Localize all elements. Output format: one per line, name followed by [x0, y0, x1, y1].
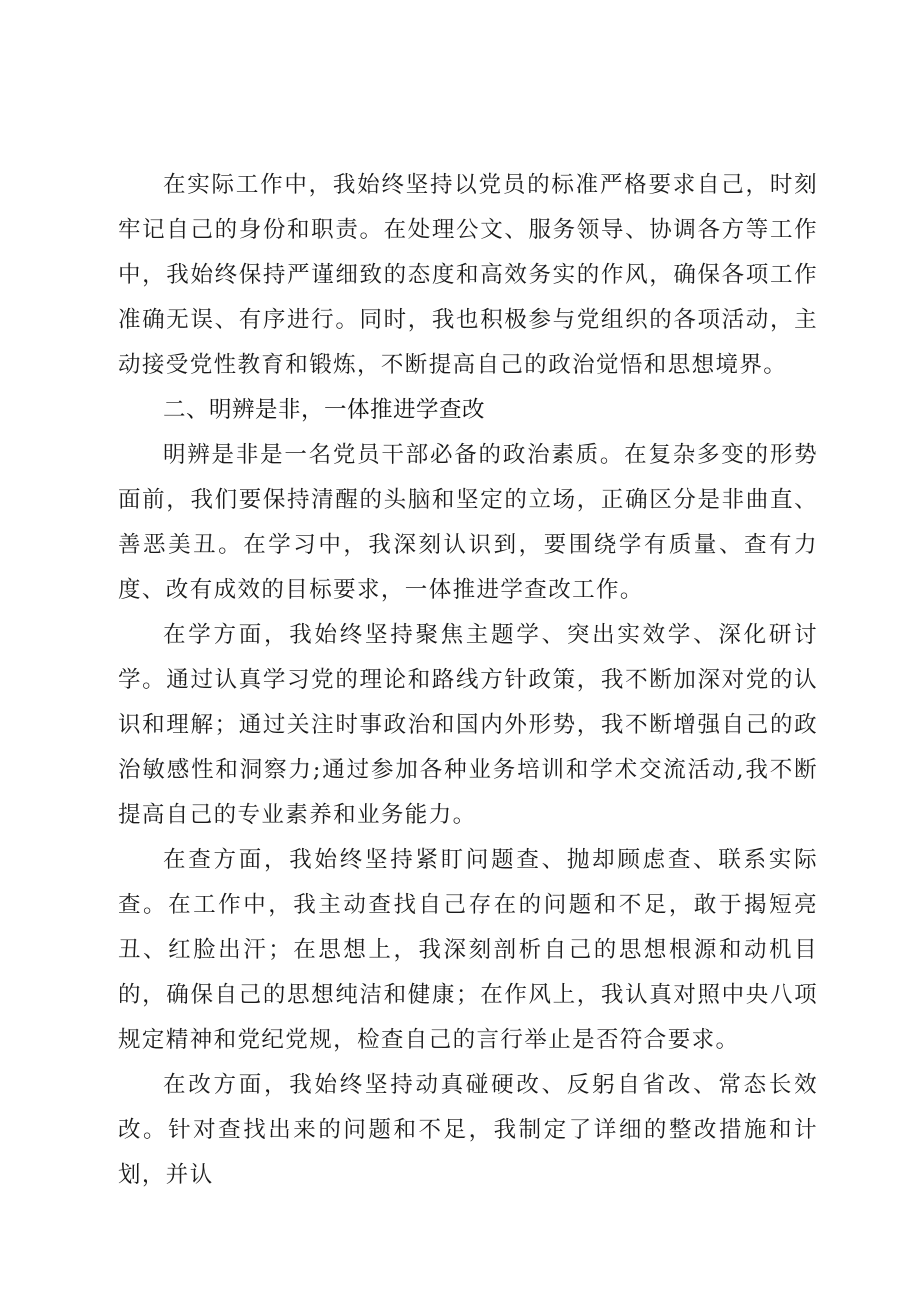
paragraph-discern-right-wrong: 明辨是非是一名党员干部必备的政治素质。在复杂多变的形势面前，我们要保持清醒的头脑和坚定的立场，正确区分是非曲直、善恶美丑。在学习中，我深刻认识到，要围绕学有质量、查有力度、改有成效的目标要求，一体推进学查改工作。 [118, 442, 818, 603]
document-body [118, 163, 818, 1198]
section-heading-2: 二、明辨是非，一体推进学查改 [163, 397, 486, 423]
paragraph-work-practice: 在实际工作中，我始终坚持以党员的标准严格要求自己，时刻牢记自己的身份和职责。在处理公文、服务领导、协调各方等工作中，我始终保持严谨细致的态度和高效务实的作风，确保各项工作准确无误、有序进行。同时，我也积极参与党组织的各项活动，主动接受党性教育和锻炼，不断提高自己的政治觉悟和思想境界。 [118, 172, 818, 378]
paragraph-study-aspect: 在学方面，我始终坚持聚焦主题学、突出实效学、深化研讨学。通过认真学习党的理论和路线方针政策，我不断加深对党的认识和理解；通过关注时事政治和国内外形势，我不断增强自己的政治敏感性和洞察力;通过参加各种业务培训和学术交流活动,我不断提高自己的专业素养和业务能力。 [118, 622, 818, 828]
paragraph-check-aspect: 在查方面，我始终坚持紧盯问题查、抛却顾虑查、联系实际查。在工作中，我主动查找自己存在的问题和不足，敢于揭短亮丑、红脸出汗；在思想上，我深刻剖析自己的思想根源和动机目的，确保自己的思想纯洁和健康；在作风上，我认真对照中央八项规定精神和党纪党规，检查自己的言行举止是否符合要求。 [118, 847, 818, 1053]
paragraph-correct-aspect: 在改方面，我始终坚持动真碰硬改、反躬自省改、常态长效改。针对查找出来的问题和不足，我制定了详细的整改措施和计划，并认 [118, 1072, 818, 1188]
